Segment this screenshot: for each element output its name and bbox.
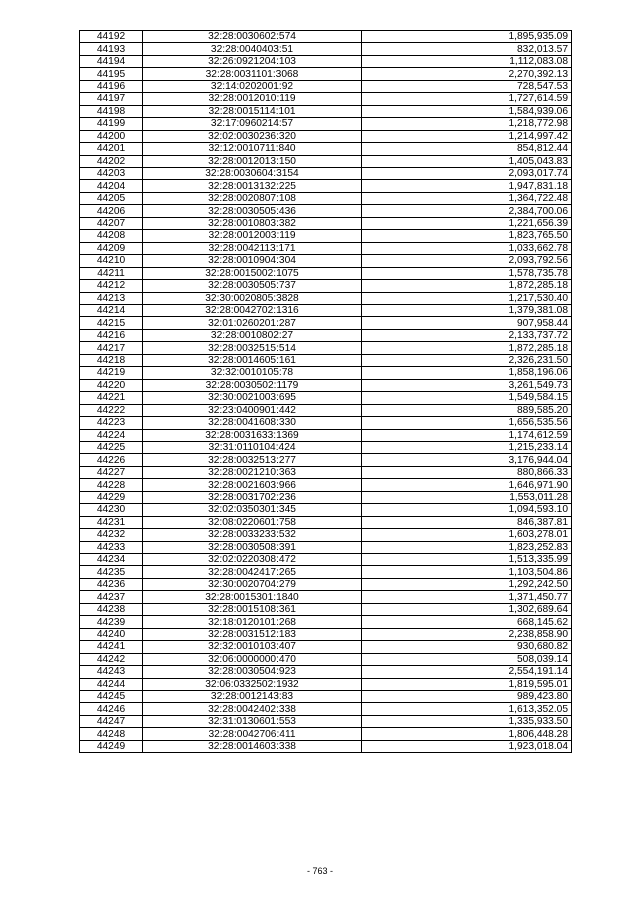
cadastral-number-cell: 32:28:0041608:330 <box>143 417 362 429</box>
cadastral-number-cell: 32:28:0010802:27 <box>143 329 362 341</box>
row-id-cell: 44220 <box>80 379 143 391</box>
row-id-cell: 44229 <box>80 491 143 503</box>
amount-cell: 1,112,083.08 <box>362 55 572 67</box>
table-row <box>80 479 572 491</box>
row-id-cell: 44234 <box>80 554 143 566</box>
cadastral-number-cell: 32:28:0030604:3154 <box>143 167 362 179</box>
cadastral-number-cell: 32:28:0012003:119 <box>143 230 362 242</box>
table-row <box>80 118 572 130</box>
amount-cell: 1,872,285.18 <box>362 342 572 354</box>
table-row <box>80 529 572 541</box>
cadastral-number-cell: 32:28:0015301:1840 <box>143 591 362 603</box>
cadastral-number-cell: 32:32:0010105:78 <box>143 367 362 379</box>
amount-cell: 1,872,285.18 <box>362 280 572 292</box>
cadastral-number-cell: 32:28:0031633:1369 <box>143 429 362 441</box>
row-id-cell: 44236 <box>80 578 143 590</box>
amount-cell: 1,603,278.01 <box>362 529 572 541</box>
row-id-cell: 44210 <box>80 255 143 267</box>
cadastral-number-cell: 32:02:0350301:345 <box>143 504 362 516</box>
cadastral-number-cell: 32:28:0010904:304 <box>143 255 362 267</box>
amount-cell: 2,554,191.14 <box>362 666 572 678</box>
cadastral-number-cell: 32:28:0010803:382 <box>143 217 362 229</box>
table-row <box>80 167 572 179</box>
row-id-cell: 44233 <box>80 541 143 553</box>
amount-cell: 1,221,656.39 <box>362 217 572 229</box>
amount-cell: 1,947,831.18 <box>362 180 572 192</box>
amount-cell: 2,326,231.50 <box>362 354 572 366</box>
amount-cell: 1,549,584.15 <box>362 392 572 404</box>
row-id-cell: 44242 <box>80 653 143 665</box>
amount-cell: 1,613,352.05 <box>362 703 572 715</box>
table-row <box>80 43 572 55</box>
cadastral-number-cell: 32:30:0020704:279 <box>143 578 362 590</box>
row-id-cell: 44204 <box>80 180 143 192</box>
cadastral-number-cell: 32:28:0042702:1316 <box>143 304 362 316</box>
table-row <box>80 317 572 329</box>
table-row <box>80 31 572 43</box>
row-id-cell: 44246 <box>80 703 143 715</box>
row-id-cell: 44196 <box>80 80 143 92</box>
cadastral-number-cell: 32:28:0030504:923 <box>143 666 362 678</box>
amount-cell: 508,039.14 <box>362 653 572 665</box>
page-number: - 763 - <box>306 866 333 876</box>
row-id-cell: 44209 <box>80 242 143 254</box>
row-id-cell: 44199 <box>80 118 143 130</box>
amount-cell: 728,547.53 <box>362 80 572 92</box>
table-row <box>80 703 572 715</box>
table-row <box>80 591 572 603</box>
amount-cell: 1,215,233.14 <box>362 441 572 453</box>
amount-cell: 1,553,011.28 <box>362 491 572 503</box>
row-id-cell: 44245 <box>80 691 143 703</box>
amount-cell: 846,387.81 <box>362 516 572 528</box>
table-row <box>80 554 572 566</box>
table-row <box>80 93 572 105</box>
amount-cell: 1,823,252.83 <box>362 541 572 553</box>
row-id-cell: 44207 <box>80 217 143 229</box>
amount-cell: 2,133,737.72 <box>362 329 572 341</box>
table-row <box>80 715 572 727</box>
row-id-cell: 44228 <box>80 479 143 491</box>
amount-cell: 1,895,935.09 <box>362 31 572 43</box>
cadastral-number-cell: 32:28:0014605:161 <box>143 354 362 366</box>
cadastral-number-cell: 32:02:0030236:320 <box>143 130 362 142</box>
cadastral-number-cell: 32:28:0031512:183 <box>143 628 362 640</box>
cadastral-number-cell: 32:28:0021603:966 <box>143 479 362 491</box>
cadastral-number-cell: 32:12:0010711:840 <box>143 143 362 155</box>
amount-cell: 1,371,450.77 <box>362 591 572 603</box>
row-id-cell: 44249 <box>80 740 143 752</box>
cadastral-number-cell: 32:28:0031702:236 <box>143 491 362 503</box>
row-id-cell: 44217 <box>80 342 143 354</box>
row-id-cell: 44208 <box>80 230 143 242</box>
row-id-cell: 44239 <box>80 616 143 628</box>
table-row <box>80 404 572 416</box>
table-row <box>80 691 572 703</box>
amount-cell: 2,270,392.13 <box>362 68 572 80</box>
cadastral-number-cell: 32:28:0042417:265 <box>143 566 362 578</box>
cadastral-number-cell: 32:28:0021210:363 <box>143 466 362 478</box>
row-id-cell: 44200 <box>80 130 143 142</box>
cadastral-number-cell: 32:17:0960214:57 <box>143 118 362 130</box>
cadastral-number-cell: 32:28:0030502:1179 <box>143 379 362 391</box>
row-id-cell: 44244 <box>80 678 143 690</box>
cadastral-number-cell: 32:28:0030505:436 <box>143 205 362 217</box>
cadastral-number-cell: 32:28:0012143:83 <box>143 691 362 703</box>
cadastral-number-cell: 32:01:0260201:287 <box>143 317 362 329</box>
row-id-cell: 44222 <box>80 404 143 416</box>
row-id-cell: 44243 <box>80 666 143 678</box>
row-id-cell: 44215 <box>80 317 143 329</box>
cadastral-number-cell: 32:28:0015002:1075 <box>143 267 362 279</box>
amount-cell: 1,578,735.78 <box>362 267 572 279</box>
amount-cell: 3,261,549.73 <box>362 379 572 391</box>
row-id-cell: 44201 <box>80 143 143 155</box>
amount-cell: 1,218,772.98 <box>362 118 572 130</box>
table-row <box>80 267 572 279</box>
table-row <box>80 379 572 391</box>
table-row <box>80 180 572 192</box>
table-row <box>80 105 572 117</box>
cadastral-number-cell: 32:28:0031101:3068 <box>143 68 362 80</box>
row-id-cell: 44237 <box>80 591 143 603</box>
row-id-cell: 44203 <box>80 167 143 179</box>
row-id-cell: 44231 <box>80 516 143 528</box>
table-row <box>80 143 572 155</box>
amount-cell: 1,379,381.08 <box>362 304 572 316</box>
cadastral-number-cell: 32:14:0202001:92 <box>143 80 362 92</box>
amount-cell: 1,174,612.59 <box>362 429 572 441</box>
table-row <box>80 628 572 640</box>
cadastral-number-cell: 32:32:0010103:407 <box>143 641 362 653</box>
table-row <box>80 329 572 341</box>
row-id-cell: 44195 <box>80 68 143 80</box>
cadastral-number-cell: 32:28:0030602:574 <box>143 31 362 43</box>
cadastral-number-cell: 32:26:0921204:103 <box>143 55 362 67</box>
row-id-cell: 44230 <box>80 504 143 516</box>
amount-cell: 2,384,700.06 <box>362 205 572 217</box>
amount-cell: 880,866.33 <box>362 466 572 478</box>
cadastral-number-cell: 32:28:0040403:51 <box>143 43 362 55</box>
amount-cell: 1,364,722.48 <box>362 192 572 204</box>
cadastral-number-cell: 32:30:0021003:695 <box>143 392 362 404</box>
cadastral-number-cell: 32:28:0032515:514 <box>143 342 362 354</box>
cadastral-number-cell: 32:28:0013132:225 <box>143 180 362 192</box>
amount-cell: 2,238,858.90 <box>362 628 572 640</box>
amount-cell: 1,292,242.50 <box>362 578 572 590</box>
row-id-cell: 44248 <box>80 728 143 740</box>
cadastral-number-cell: 32:28:0030505:737 <box>143 280 362 292</box>
table-row <box>80 541 572 553</box>
row-id-cell: 44213 <box>80 292 143 304</box>
cadastral-number-cell: 32:28:0042402:338 <box>143 703 362 715</box>
cadastral-number-cell: 32:31:0110104:424 <box>143 441 362 453</box>
amount-cell: 854,812.44 <box>362 143 572 155</box>
row-id-cell: 44218 <box>80 354 143 366</box>
cadastral-number-cell: 32:23:0400901:442 <box>143 404 362 416</box>
table-row <box>80 304 572 316</box>
amount-cell: 668,145.62 <box>362 616 572 628</box>
row-id-cell: 44223 <box>80 417 143 429</box>
cadastral-number-cell: 32:28:0042113:171 <box>143 242 362 254</box>
table-row <box>80 392 572 404</box>
row-id-cell: 44198 <box>80 105 143 117</box>
row-id-cell: 44235 <box>80 566 143 578</box>
row-id-cell: 44232 <box>80 529 143 541</box>
table-row <box>80 466 572 478</box>
cadastral-number-cell: 32:28:0033233:532 <box>143 529 362 541</box>
table-row <box>80 678 572 690</box>
table-row <box>80 417 572 429</box>
cadastral-number-cell: 32:28:0030508:391 <box>143 541 362 553</box>
amount-cell: 2,093,017.74 <box>362 167 572 179</box>
cadastral-number-cell: 32:28:0014603:338 <box>143 740 362 752</box>
cadastral-number-cell: 32:28:0012010:119 <box>143 93 362 105</box>
amount-cell: 1,646,971.90 <box>362 479 572 491</box>
cadastral-number-cell: 32:18:0120101:268 <box>143 616 362 628</box>
cadastral-number-cell: 32:31:0130601:553 <box>143 715 362 727</box>
row-id-cell: 44193 <box>80 43 143 55</box>
amount-cell: 1,819,595.01 <box>362 678 572 690</box>
amount-cell: 1,335,933.50 <box>362 715 572 727</box>
amount-cell: 907,958.44 <box>362 317 572 329</box>
row-id-cell: 44216 <box>80 329 143 341</box>
table-row <box>80 441 572 453</box>
cadastral-number-cell: 32:08:0220601:758 <box>143 516 362 528</box>
amount-cell: 1,858,196.06 <box>362 367 572 379</box>
amount-cell: 1,727,614.59 <box>362 93 572 105</box>
cadastral-number-cell: 32:28:0020807:108 <box>143 192 362 204</box>
table-row <box>80 354 572 366</box>
row-id-cell: 44227 <box>80 466 143 478</box>
amount-cell: 1,923,018.04 <box>362 740 572 752</box>
amount-cell: 1,656,535.56 <box>362 417 572 429</box>
table-row <box>80 255 572 267</box>
amount-cell: 1,214,997.42 <box>362 130 572 142</box>
amount-cell: 1,302,689.64 <box>362 603 572 615</box>
table-body <box>80 31 572 753</box>
table-row <box>80 55 572 67</box>
row-id-cell: 44214 <box>80 304 143 316</box>
cadastral-number-cell: 32:28:0012013:150 <box>143 155 362 167</box>
table-row <box>80 192 572 204</box>
row-id-cell: 44211 <box>80 267 143 279</box>
cadastral-number-cell: 32:02:0220308:472 <box>143 554 362 566</box>
amount-cell: 1,033,662.78 <box>362 242 572 254</box>
table-row <box>80 504 572 516</box>
table-row <box>80 205 572 217</box>
cadastral-number-cell: 32:06:0000000:470 <box>143 653 362 665</box>
table-row <box>80 603 572 615</box>
row-id-cell: 44197 <box>80 93 143 105</box>
table-row <box>80 429 572 441</box>
data-table <box>79 30 572 753</box>
row-id-cell: 44194 <box>80 55 143 67</box>
table-row <box>80 616 572 628</box>
row-id-cell: 44224 <box>80 429 143 441</box>
cadastral-number-cell: 32:28:0015114:101 <box>143 105 362 117</box>
cadastral-number-cell: 32:06:0332502:1932 <box>143 678 362 690</box>
row-id-cell: 44225 <box>80 441 143 453</box>
table-row <box>80 566 572 578</box>
table-row <box>80 653 572 665</box>
amount-cell: 2,093,792.56 <box>362 255 572 267</box>
table-row <box>80 130 572 142</box>
cadastral-number-cell: 32:28:0015108:361 <box>143 603 362 615</box>
table-row <box>80 367 572 379</box>
amount-cell: 832,013.57 <box>362 43 572 55</box>
amount-cell: 1,584,939.06 <box>362 105 572 117</box>
row-id-cell: 44238 <box>80 603 143 615</box>
row-id-cell: 44206 <box>80 205 143 217</box>
row-id-cell: 44240 <box>80 628 143 640</box>
row-id-cell: 44221 <box>80 392 143 404</box>
row-id-cell: 44241 <box>80 641 143 653</box>
amount-cell: 1,806,448.28 <box>362 728 572 740</box>
amount-cell: 930,680.82 <box>362 641 572 653</box>
row-id-cell: 44192 <box>80 31 143 43</box>
cadastral-number-cell: 32:28:0032513:277 <box>143 454 362 466</box>
row-id-cell: 44202 <box>80 155 143 167</box>
table-row <box>80 728 572 740</box>
table-row <box>80 516 572 528</box>
table-row <box>80 454 572 466</box>
table-row <box>80 641 572 653</box>
amount-cell: 1,217,530.40 <box>362 292 572 304</box>
table-row <box>80 740 572 752</box>
amount-cell: 1,823,765.50 <box>362 230 572 242</box>
cadastral-number-cell: 32:28:0042706:411 <box>143 728 362 740</box>
table-row <box>80 342 572 354</box>
table-row <box>80 242 572 254</box>
table-row <box>80 491 572 503</box>
amount-cell: 3,176,944.04 <box>362 454 572 466</box>
table-row <box>80 68 572 80</box>
table-row <box>80 666 572 678</box>
row-id-cell: 44205 <box>80 192 143 204</box>
amount-cell: 1,094,593.10 <box>362 504 572 516</box>
cadastral-number-cell: 32:30:0020805:3828 <box>143 292 362 304</box>
amount-cell: 989,423.80 <box>362 691 572 703</box>
table-row <box>80 217 572 229</box>
table-row <box>80 280 572 292</box>
amount-cell: 1,405,043.83 <box>362 155 572 167</box>
table-row <box>80 292 572 304</box>
row-id-cell: 44226 <box>80 454 143 466</box>
table-row <box>80 80 572 92</box>
table-row <box>80 155 572 167</box>
amount-cell: 889,585.20 <box>362 404 572 416</box>
table-row <box>80 578 572 590</box>
row-id-cell: 44247 <box>80 715 143 727</box>
row-id-cell: 44219 <box>80 367 143 379</box>
amount-cell: 1,513,335.99 <box>362 554 572 566</box>
amount-cell: 1,103,504.86 <box>362 566 572 578</box>
row-id-cell: 44212 <box>80 280 143 292</box>
table-row <box>80 230 572 242</box>
